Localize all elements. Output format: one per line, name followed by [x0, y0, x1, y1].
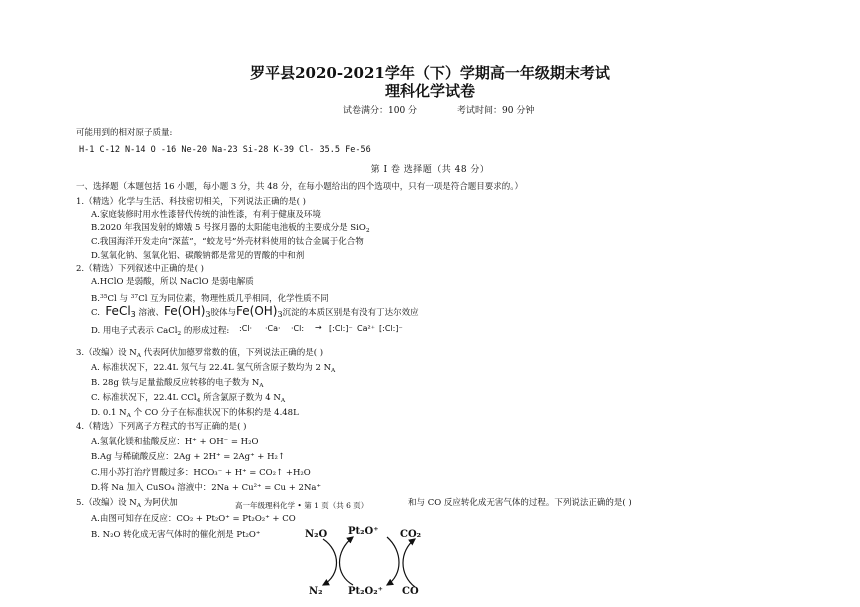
q4-option-c: C.用小苏打治疗胃酸过多：HCO₃⁻ + H⁺ = CO₂↑ +H₂O: [91, 468, 311, 478]
section-title: 第 Ⅰ 卷 选择题（共 48 分）: [370, 165, 490, 175]
label-n2: N₂: [309, 586, 323, 597]
atomic-masses-values: H-1 C-12 N-14 O -16 Ne-20 Na-23 Si-28 K-39 Cl- 35.5 Fe-56: [79, 145, 371, 155]
section-instructions: 一、选择题（本题包括 16 小题，每小题 3 分，共 48 分，在每小题给出的四个选项中，只有一项是符合题目要求的。）: [76, 182, 524, 192]
full-score: 试卷满分：100 分: [343, 106, 418, 116]
atomic-masses-label: 可能用到的相对原子质量:: [76, 128, 173, 138]
q4-option-d: D.将 Na 加入 CuSO₄ 溶液中：2Na + Cu²⁺ = Cu + 2Na⁺: [91, 483, 321, 493]
q1-option-d: D.氢氧化钠、氢氧化铝、碳酸钠都是常见的胃酸的中和剂: [91, 251, 305, 261]
label-co: CO: [402, 586, 419, 597]
q5-stem-end: 和与 CO 反应转化成无害气体的过程。下列说法正确的是( ): [408, 498, 632, 508]
arrow-pt2o2-to-pt2o: [340, 537, 354, 585]
label-pt2o: Pt₂O⁺: [348, 526, 379, 537]
q3-stem: 3.（改编）设 $N_A$ 代表阿伏加德罗常数的值，下列说法正确的是( ): [76, 348, 324, 359]
q4-stem: 4.（精选）下列离子方程式的书写正确的是( ): [76, 422, 247, 432]
exam-title: 罗平县2020-2021学年（下）学期高一年级期末考试: [250, 64, 610, 82]
q2-option-c: C. FeCl$_3$ 溶液、$Fe(OH)_3$胶体与$Fe(OH)_3$沉淀的本质区别是有没有丁达尔效应: [91, 304, 419, 319]
arrow-pt2o-to-pt2o2: [387, 537, 399, 585]
q4-option-b: B.Ag 与稀硫酸反应：2Ag + 2H⁺ = 2Ag⁺ + H₂↑: [91, 452, 286, 462]
arrow-co-to-co2: [403, 539, 415, 587]
q2-option-b: B.$^{35}$Cl 与 $^{37}$Cl 互为同位素，物理性质几乎相同，化学性质不同: [91, 293, 329, 304]
q1-option-a: A.家庭装修时用水性漆替代传统的油性漆，有利于健康及环境: [91, 210, 321, 220]
q3-option-a: A. 标准状况下，22.4L 氖气与 22.4L 氢气所含原子数均为 2 $N_A$: [91, 363, 336, 374]
label-co2: CO₂: [400, 529, 422, 540]
q5-stem-start: 5.（改编）设 $N_A$ 为阿伏加: [76, 498, 178, 509]
q1-stem: 1.（精选）化学与生活、科技密切相关，下列说法正确的是( ): [76, 197, 306, 207]
exam-subtitle: 理科化学试卷: [384, 82, 475, 100]
q3-option-b: B. 28g 铁与足量盐酸反应转移的电子数为 $N_A$: [91, 378, 264, 389]
q1-option-b: B.2020 年我国发射的嫦娥 5 号探月器的太阳能电池板的主要成分是 SiO$_2$: [91, 223, 370, 234]
q2-option-a: A.HClO 是弱酸，所以 NaClO 是弱电解质: [91, 277, 254, 287]
catalytic-cycle-diagram: [305, 523, 435, 603]
label-n2o: N₂O: [305, 529, 328, 540]
page-footer: 高一年级理科化学 • 第 1 页（共 6 页）: [232, 500, 371, 511]
lewis-structure: :Cl· ·Ca· ·Cl: → [:Cl:]⁻ Ca²⁺ [:Cl:]⁻: [239, 323, 403, 333]
q5-option-a: A.由图可知存在反应：CO₂ + Pt₂O⁺ = Pt₂O₂⁺ + CO: [91, 514, 296, 524]
q5-option-b: B. N₂O 转化成无害气体时的催化剂是 Pt₂O⁺: [91, 530, 261, 540]
q4-option-a: A.氢氧化镁和盐酸反应：H⁺ + OH⁻ = H₂O: [91, 437, 259, 447]
label-pt2o2: Pt₂O₂⁺: [348, 586, 383, 597]
q3-option-c: C. 标准状况下，22.4L CCl$_4$ 所含氯原子数为 4 $N_A$: [91, 393, 286, 404]
q1-option-c: C.我国海洋开发走向“深蓝”，“蛟龙号”外壳材料使用的钛合金属于化合物: [91, 237, 364, 247]
q2-stem: 2.（精选）下列叙述中正确的是( ): [76, 264, 204, 274]
q2-option-d: D. 用电子式表示 CaCl$_2$ 的形成过程:: [91, 326, 230, 337]
arrow-n2o-to-n2: [323, 539, 337, 585]
q3-option-d: D. 0.1 $N_A$ 个 CO 分子在标准状况下的体积约是 4.48L: [91, 408, 299, 419]
exam-meta: [343, 103, 534, 116]
exam-time: 考试时间：90 分钟: [457, 106, 535, 116]
